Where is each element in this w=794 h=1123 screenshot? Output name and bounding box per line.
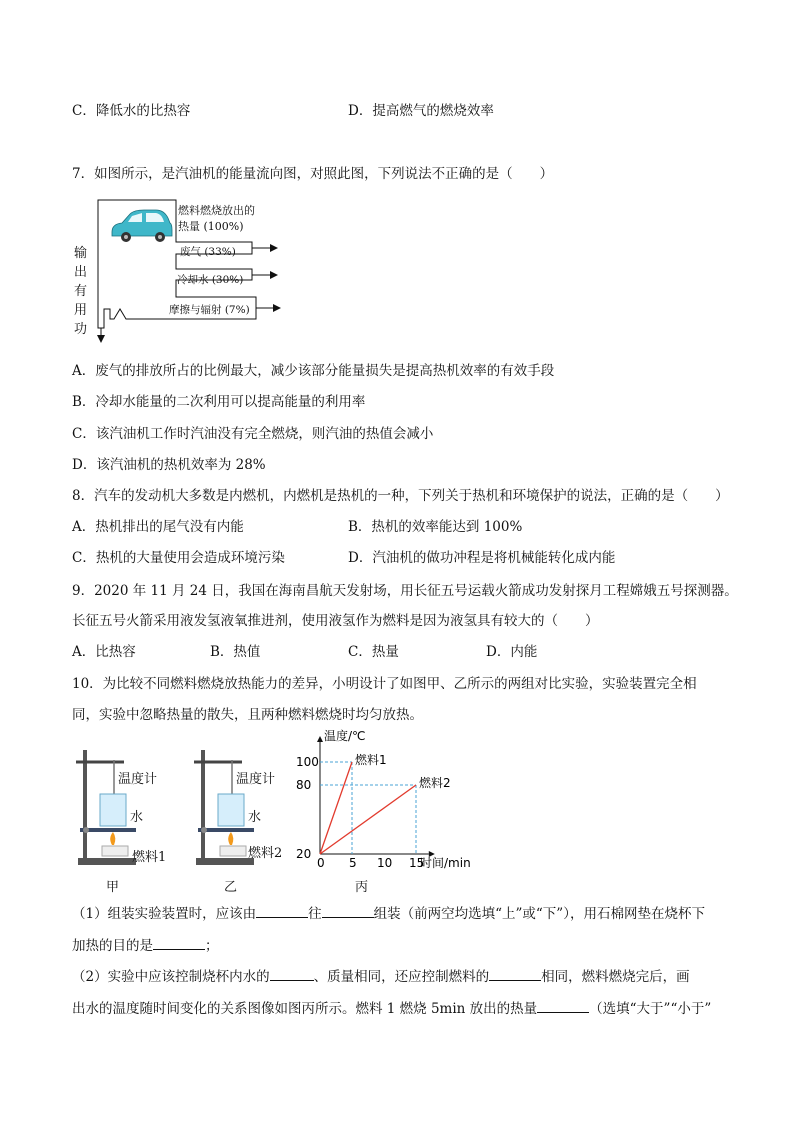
x-tick-label: 0 — [317, 856, 325, 870]
jia-caption: 甲 — [106, 880, 120, 895]
jia-water-label: 水 — [130, 810, 144, 825]
q10-part2-line1 — [72, 966, 690, 986]
blank-4[interactable] — [270, 966, 314, 981]
q8-option-d: D．汽油机的做功冲程是将机械能转化成内能 — [348, 550, 616, 566]
y-tick-label: 20 — [296, 847, 312, 861]
flame-icon — [228, 832, 233, 845]
q8-option-c: C．热机的大量使用会造成环境污染 — [72, 550, 285, 566]
fuel-dish — [102, 846, 128, 856]
stand-rod — [201, 750, 205, 860]
x-tick-label: 15 — [409, 856, 425, 870]
beaker — [100, 794, 126, 826]
temperature-chart — [290, 726, 490, 896]
part2-text-c: 相同，燃料燃烧完后，画 — [541, 969, 690, 985]
blank-2[interactable] — [322, 903, 374, 918]
y-axis-label: 温度/℃ — [324, 729, 366, 743]
part1-text-b: 往 — [308, 906, 322, 922]
temperature-chart-svg — [290, 726, 490, 876]
friction-label: 摩擦与辐射 (7%) — [169, 304, 250, 316]
q9-option-b: B．热值 — [210, 644, 261, 660]
useful-char: 有 — [74, 284, 88, 299]
part2-text-e: （选填“大于”“小于” — [589, 1001, 712, 1017]
series-label: 燃料1 — [355, 753, 387, 767]
y-tick-label: 100 — [296, 755, 319, 769]
y-axis-arrow — [317, 736, 323, 742]
useful-char: 出 — [74, 265, 88, 280]
yi-thermometer-label: 温度计 — [236, 772, 276, 787]
q7-option-b: B．冷却水能量的二次利用可以提高能量的利用率 — [72, 394, 366, 410]
yi-fuel-label: 燃料2 — [248, 846, 283, 861]
jia-thermometer-label: 温度计 — [118, 772, 158, 787]
clamp-knob — [83, 827, 89, 833]
useful-char: 功 — [74, 322, 88, 337]
useful-char: 输 — [74, 246, 88, 261]
x-tick-label: 5 — [349, 856, 357, 870]
x-tick-label: 10 — [377, 856, 393, 870]
q10-part1-line1 — [72, 903, 705, 923]
part1-text-d: 加热的目的是 — [72, 938, 153, 954]
heat-label-line2: 热量 (100%) — [178, 220, 244, 233]
apparatus-jia — [72, 744, 192, 894]
car-icon — [112, 210, 172, 242]
q9-stem-line2: 长征五号火箭采用液发氢液氧推进剂，使用液氢作为燃料是因为液氢具有较大的（ ） — [72, 613, 599, 629]
q10-stem-line2: 同，实验中忽略热量的散失，且两种燃料燃烧时均匀放热。 — [72, 707, 423, 723]
flame-icon — [110, 832, 115, 845]
q7-stem: 7．如图所示，是汽油机的能量流向图，对照此图，下列说法不正确的是（ ） — [72, 166, 554, 182]
q8-option-a: A．热机排出的尾气没有内能 — [72, 519, 244, 535]
blank-1[interactable] — [256, 903, 308, 918]
beaker — [218, 794, 244, 826]
bing-caption: 丙 — [355, 880, 369, 895]
x-axis-label: 时间/min — [420, 856, 471, 870]
stand-rod — [83, 750, 87, 860]
q10-part2-line2 — [72, 998, 711, 1018]
useful-work-label — [74, 244, 90, 339]
q7-option-d: D．该汽油机的热机效率为 28% — [72, 457, 266, 473]
series-label: 燃料2 — [419, 776, 451, 790]
q7-option-c: C．该汽油机工作时汽油没有完全燃烧，则汽油的热值会减小 — [72, 426, 434, 442]
q9-option-a: A．比热容 — [72, 644, 136, 660]
q9-stem-line1: 9．2020 年 11 月 24 日，我国在海南昌航天发射场，用长征五号运载火箭成功发射探月工程嫦娥五号探测器。 — [72, 583, 738, 599]
part2-text-a: （2）实验中应该控制烧杯内水的 — [72, 969, 270, 985]
clamp-knob — [201, 827, 207, 833]
part1-text-a: （1）组装实验装置时，应该由 — [72, 906, 257, 922]
y-tick-label: 80 — [296, 778, 312, 792]
q9-option-c: C．热量 — [348, 644, 399, 660]
q6-option-c: C．降低水的比热容 — [72, 103, 191, 119]
cooling-label: 冷却水 (30%) — [177, 274, 244, 286]
series-line — [320, 762, 352, 854]
q10-stem-line1: 10．为比较不同燃料燃烧放热能力的差异，小明设计了如图甲、乙所示的两组对比实验，实验装置完全相 — [72, 676, 697, 692]
blank-5[interactable] — [489, 966, 541, 981]
jia-fuel-label: 燃料1 — [132, 850, 167, 865]
energy-flow-diagram — [72, 196, 292, 346]
q10-part1-line2 — [72, 935, 219, 955]
part2-text-b: 、质量相同，还应控制燃料的 — [313, 969, 490, 985]
blank-6[interactable] — [537, 998, 589, 1013]
q8-option-b: B．热机的效率能达到 100% — [348, 519, 523, 535]
q8-stem: 8．汽车的发动机大多数是内燃机，内燃机是热机的一种，下列关于热机和环境保护的说法，正确的是（ ） — [72, 488, 729, 504]
part2-text-d: 出水的温度随时间变化的关系图像如图丙所示。燃料 1 燃烧 5min 放出的热量 — [72, 1001, 538, 1017]
exhaust-label: 废气 (33%) — [180, 246, 236, 258]
q7-option-a: A．废气的排放所占的比例最大，减少该部分能量损失是提高热机效率的有效手段 — [72, 363, 555, 379]
yi-water-label: 水 — [248, 810, 262, 825]
yi-caption: 乙 — [224, 880, 238, 895]
heat-label-line1: 燃料燃烧放出的 — [178, 204, 255, 217]
q6-option-d: D．提高燃气的燃烧效率 — [348, 103, 494, 119]
blank-3[interactable] — [153, 935, 205, 950]
part1-text-e: ； — [205, 938, 219, 954]
part1-text-c: 组装（前两空均选填“上”或“下”），用石棉网垫在烧杯下 — [373, 906, 705, 922]
series-line — [320, 785, 416, 854]
useful-char: 用 — [74, 303, 88, 318]
q9-option-d: D．内能 — [486, 644, 538, 660]
fuel-dish — [220, 846, 246, 856]
